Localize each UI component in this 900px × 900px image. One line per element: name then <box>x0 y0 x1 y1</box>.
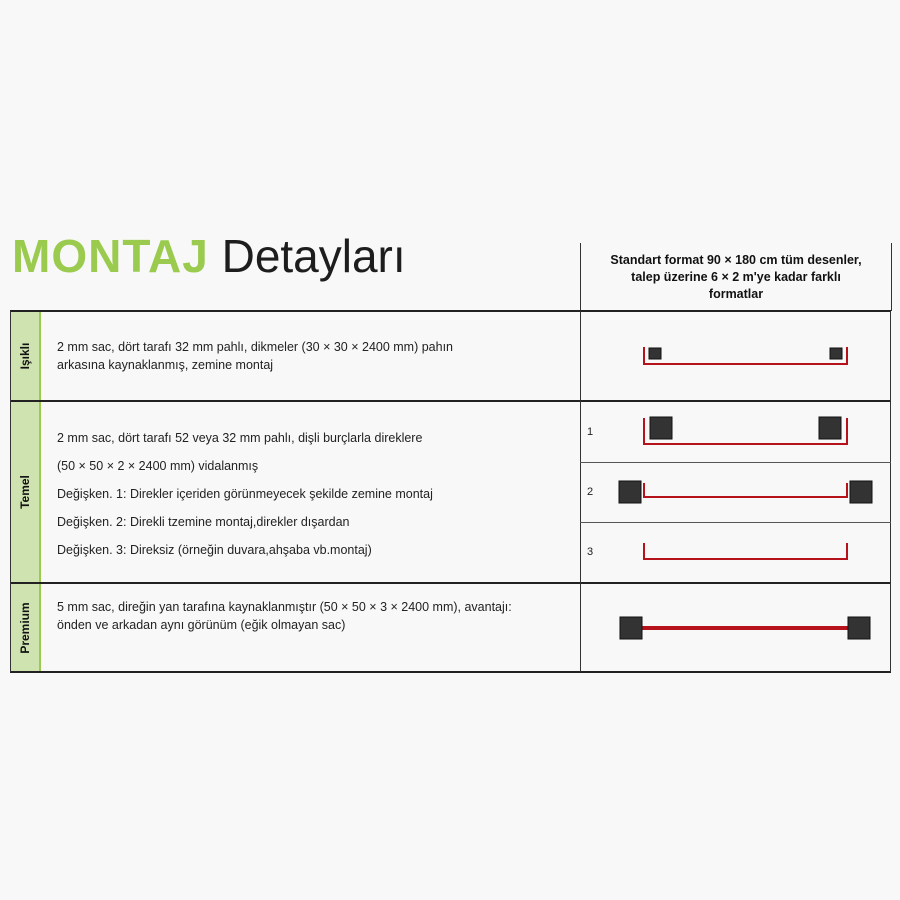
iskli-line-2: arkasına kaynaklanmış, zemine montaj <box>57 358 274 372</box>
post-right <box>830 348 842 359</box>
title-rest: Detayları <box>208 230 406 282</box>
premium-description <box>57 598 512 634</box>
iskli-description <box>57 338 453 374</box>
temel-description <box>57 424 433 564</box>
side-label-text: Premium <box>18 601 32 654</box>
post-left <box>649 348 661 359</box>
temel-line-1: 2 mm sac, dört tarafı 52 veya 32 mm pahlı, dişli burçlarla direklere <box>57 431 423 445</box>
plate-outline <box>644 347 847 364</box>
premium-line-1: 5 mm sac, direğin yan tarafına kaynaklanmıştır (50 × 50 × 3 × 2400 mm), avantajı: <box>57 600 512 614</box>
table-right-border <box>890 311 891 672</box>
post-left <box>650 417 672 439</box>
variant-number-3: 3 <box>587 546 594 558</box>
post-right <box>819 417 841 439</box>
premium-line-2: önden ve arkadan aynı görünüm (eğik olmayan sac) <box>57 618 346 632</box>
variant-number-2: 2 <box>587 486 594 498</box>
variant-number-1: 1 <box>587 426 594 438</box>
side-label-text: Işıklı <box>18 342 32 370</box>
plate-outline <box>644 543 847 559</box>
iskli-line-1: 2 mm sac, dört tarafı 32 mm pahlı, dikmeler (30 × 30 × 2400 mm) pahın <box>57 340 454 354</box>
temel-line-2: (50 × 50 × 2 × 2400 mm) vidalanmış <box>57 459 259 473</box>
side-label-iskli <box>11 312 41 400</box>
temel-diagram-2 <box>581 463 890 522</box>
temel-variant-1: Değişken. 1: Direkler içeriden görünmeyecek şekilde zemine montaj <box>57 487 433 501</box>
post-right <box>848 617 870 639</box>
temel-diagram-1 <box>581 402 890 462</box>
iskli-diagram <box>581 312 890 400</box>
header-line-2: talep üzerine 6 × 2 m'ye kadar farklı <box>631 269 841 284</box>
page-title <box>12 228 406 284</box>
plate-outline <box>644 418 847 444</box>
side-label-premium <box>11 584 41 671</box>
temel-variant-2: Değişken. 2: Direkli tzemine montaj,direkler dışardan <box>57 515 350 529</box>
header-line-3: formatlar <box>708 286 764 301</box>
temel-variant-3: Değişken. 3: Direksiz (örneğin duvara,ahşaba vb.montaj) <box>57 543 372 557</box>
premium-diagram <box>581 584 890 671</box>
table-bottom-border <box>10 671 891 673</box>
side-label-text: Temel <box>18 475 32 509</box>
post-right <box>850 481 872 503</box>
plate-outline <box>644 483 847 497</box>
post-left <box>619 481 641 503</box>
post-left <box>620 617 642 639</box>
format-header <box>580 243 892 311</box>
title-accent: MONTAJ <box>12 230 209 282</box>
side-label-temel <box>11 402 41 582</box>
temel-diagram-3 <box>581 523 890 582</box>
header-line-1: Standart format 90 × 180 cm tüm desenler, <box>610 252 862 267</box>
